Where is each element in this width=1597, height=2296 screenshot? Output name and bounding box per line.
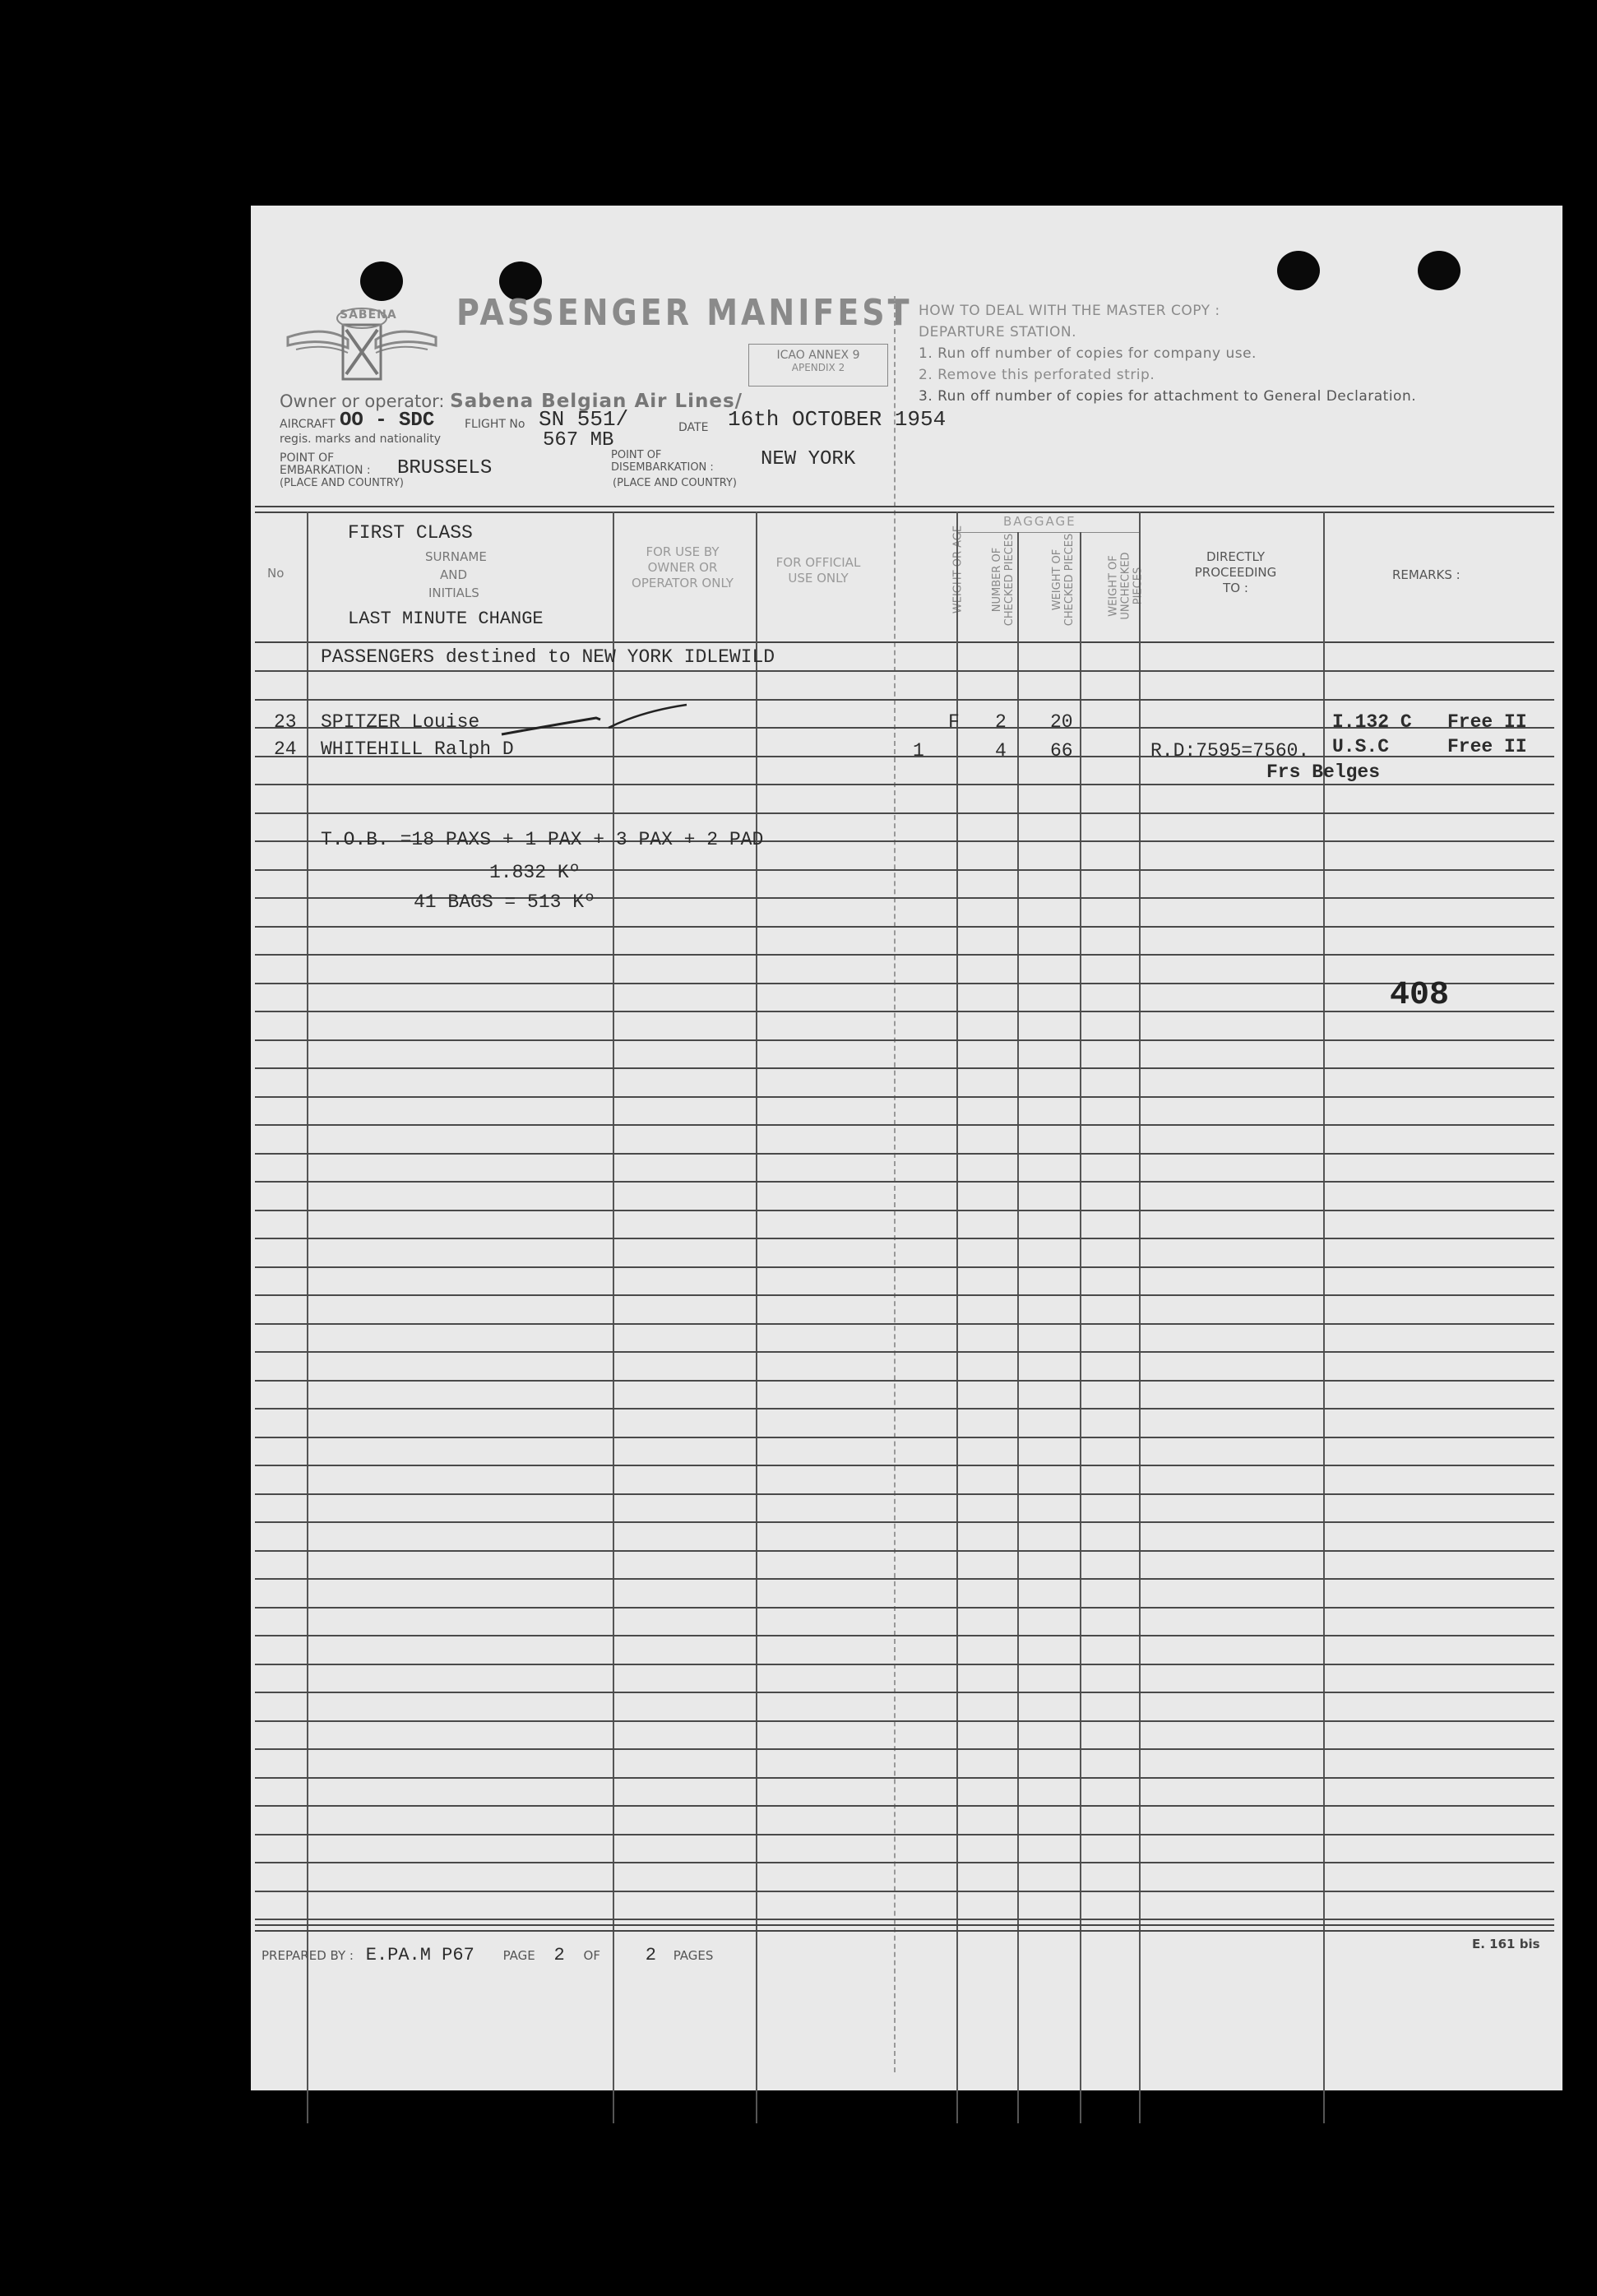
table-bottom-rule bbox=[255, 1924, 1554, 1926]
owner-value: Sabena Belgian Air Lines/ bbox=[450, 391, 743, 412]
col-weight-age: WEIGHT OR AGE bbox=[951, 525, 965, 614]
ruled-line bbox=[255, 926, 1554, 928]
date-value: 16th OCTOBER 1954 bbox=[728, 407, 947, 432]
col-bag-checked-weight: WEIGHT OF CHECKED PIECES bbox=[1051, 533, 1076, 627]
ruled-line bbox=[255, 1578, 1554, 1580]
ruled-line bbox=[255, 1096, 1554, 1098]
ruled-line bbox=[255, 1919, 1554, 1920]
ruled-line bbox=[255, 983, 1554, 984]
punch-hole bbox=[1418, 251, 1460, 290]
ruled-line bbox=[255, 1294, 1554, 1296]
logo-text: SABENA bbox=[340, 308, 397, 322]
ruled-line bbox=[255, 1039, 1554, 1041]
ruled-line bbox=[255, 1181, 1554, 1183]
icao-box bbox=[748, 344, 888, 387]
ruled-line bbox=[255, 1493, 1554, 1495]
ruled-line bbox=[255, 1266, 1554, 1268]
col-divider bbox=[1139, 512, 1141, 2123]
aircraft-label: AIRCRAFT bbox=[280, 418, 336, 431]
ruled-line bbox=[255, 1748, 1554, 1750]
ruled-line bbox=[255, 1692, 1554, 1693]
checked-pieces: 2 bbox=[995, 711, 1007, 733]
owner-label: Owner or operator: bbox=[280, 391, 445, 411]
ruled-line bbox=[255, 670, 1554, 672]
frs-belges-note: Frs Belges bbox=[1266, 761, 1381, 783]
footer bbox=[262, 1945, 713, 1965]
manifest-sheet bbox=[251, 206, 1562, 2090]
ruled-line bbox=[255, 1465, 1554, 1466]
ruled-line bbox=[255, 1210, 1554, 1211]
disembark-sub: (PLACE AND COUNTRY) bbox=[613, 477, 738, 489]
ruled-line bbox=[255, 1521, 1554, 1523]
passenger-name: SPITZER Louise bbox=[321, 711, 480, 733]
of-label: OF bbox=[583, 1948, 600, 1963]
bags-total: 41 BAGS = 513 Kº bbox=[414, 891, 595, 913]
page-value: 2 bbox=[553, 1945, 565, 1965]
checked-weight: 20 bbox=[1050, 711, 1073, 733]
table-top-rule bbox=[255, 506, 1554, 507]
ruled-line bbox=[255, 1067, 1554, 1069]
proceeding-note: R.D:7595=7560. bbox=[1150, 740, 1310, 761]
col-last-minute: LAST MINUTE CHANGE bbox=[348, 609, 544, 629]
ruled-line bbox=[255, 1720, 1554, 1722]
ruled-line bbox=[255, 1351, 1554, 1353]
instruction-line-1: HOW TO DEAL WITH THE MASTER COPY : bbox=[919, 303, 1220, 319]
icao-line-2: APENDIX 2 bbox=[791, 362, 845, 373]
form-code: E. 161 bis bbox=[1472, 1937, 1540, 1951]
ruled-line bbox=[255, 812, 1554, 814]
ruled-line bbox=[255, 954, 1554, 956]
page-number-stamp: 408 bbox=[1390, 977, 1450, 1014]
col-divider bbox=[307, 512, 308, 2123]
flight-extra: 567 MB bbox=[543, 429, 614, 451]
page-label: PAGE bbox=[502, 1948, 535, 1963]
col-divider bbox=[1017, 532, 1019, 2123]
ruled-line bbox=[255, 1664, 1554, 1665]
ruled-line bbox=[255, 1124, 1554, 1126]
punch-hole bbox=[360, 262, 403, 301]
ruled-line bbox=[255, 1380, 1554, 1382]
ruled-line bbox=[255, 1550, 1554, 1552]
table-bottom-rule bbox=[255, 1930, 1554, 1932]
col-initials: INITIALS bbox=[428, 586, 479, 600]
col-remarks: REMARKS : bbox=[1392, 567, 1460, 582]
remark-code: U.S.C bbox=[1332, 736, 1390, 757]
ruled-line bbox=[255, 869, 1554, 871]
flight-value: SN 551/ bbox=[539, 407, 629, 432]
ruled-line bbox=[255, 1635, 1554, 1636]
passenger-name: WHITEHILL Ralph D bbox=[321, 738, 514, 760]
embark-label: POINT OF EMBARKATION : bbox=[280, 451, 371, 477]
punch-hole bbox=[1277, 251, 1320, 290]
regis-label: regis. marks and nationality bbox=[280, 433, 442, 446]
col-bag-unchecked-weight: WEIGHT OF UNCHECKED PIECES bbox=[1107, 552, 1145, 620]
col-divider bbox=[1323, 512, 1325, 2123]
remark-code: I.132 C bbox=[1332, 711, 1412, 733]
header-bottom-rule bbox=[255, 641, 1554, 643]
ruled-line bbox=[255, 1437, 1554, 1438]
instruction-line-5: 3. Run off number of copies for attachment to General Declaration. bbox=[919, 388, 1417, 405]
row-number: 24 bbox=[274, 738, 297, 760]
aircraft-value: OO - SDC bbox=[340, 410, 435, 432]
pages-value: 2 bbox=[645, 1945, 656, 1965]
remark-free: Free II bbox=[1447, 736, 1527, 757]
weight-age: 1 bbox=[913, 740, 924, 761]
instruction-line-2: DEPARTURE STATION. bbox=[919, 324, 1077, 340]
col-bag-checked-number: NUMBER OF CHECKED PIECES bbox=[991, 533, 1016, 627]
col-divider bbox=[613, 512, 614, 2123]
kg-total: 1.832 Kº bbox=[489, 862, 581, 883]
col-first-class: FIRST CLASS bbox=[348, 522, 473, 544]
prepared-value: E.PA.M P67 bbox=[365, 1945, 474, 1965]
flight-label: FLIGHT No bbox=[465, 418, 525, 431]
remark-free: Free II bbox=[1447, 711, 1527, 733]
destined-line: PASSENGERS destined to NEW YORK IDLEWILD bbox=[321, 646, 775, 668]
col-divider bbox=[756, 512, 757, 2123]
col-proceeding: DIRECTLY PROCEEDING TO : bbox=[1194, 549, 1277, 595]
tob-summary: T.O.B. =18 PAXS + 1 PAX + 3 PAX + 2 PAD bbox=[321, 829, 764, 850]
col-owner-use: FOR USE BY OWNER OR OPERATOR ONLY bbox=[632, 544, 734, 590]
col-divider bbox=[956, 512, 958, 2123]
icao-line-1: ICAO ANNEX 9 bbox=[776, 349, 860, 362]
page-title: PASSENGER MANIFEST bbox=[456, 291, 913, 334]
weight-age: F bbox=[948, 711, 960, 733]
pen-stroke bbox=[498, 695, 695, 744]
disembark-label: POINT OF DISEMBARKATION : bbox=[611, 449, 714, 474]
ruled-line bbox=[255, 1408, 1554, 1410]
ruled-line bbox=[255, 1891, 1554, 1892]
checked-weight: 66 bbox=[1050, 740, 1073, 761]
pages-label: PAGES bbox=[673, 1948, 714, 1963]
row-number: 23 bbox=[274, 711, 297, 733]
table-top-rule bbox=[255, 512, 1554, 513]
baggage-sub-rule bbox=[958, 532, 1139, 533]
instruction-line-3: 1. Run off number of copies for company use. bbox=[919, 345, 1257, 362]
ruled-line bbox=[255, 1153, 1554, 1155]
checked-pieces: 4 bbox=[995, 740, 1007, 761]
col-divider bbox=[1080, 532, 1081, 2123]
col-baggage: BAGGAGE bbox=[1003, 514, 1076, 529]
ruled-line bbox=[255, 1805, 1554, 1807]
disembark-value: NEW YORK bbox=[761, 448, 856, 470]
ruled-line bbox=[255, 1607, 1554, 1609]
ruled-line bbox=[255, 1238, 1554, 1239]
ruled-line bbox=[255, 699, 1554, 701]
instruction-line-4: 2. Remove this perforated strip. bbox=[919, 367, 1155, 383]
ruled-line bbox=[255, 1862, 1554, 1863]
ruled-line bbox=[255, 1323, 1554, 1325]
date-label: DATE bbox=[678, 421, 709, 434]
embark-value: BRUSSELS bbox=[397, 457, 493, 479]
ruled-line bbox=[255, 1011, 1554, 1012]
ruled-line bbox=[255, 784, 1554, 785]
embark-sub: (PLACE AND COUNTRY) bbox=[280, 477, 405, 489]
col-no: No bbox=[267, 566, 285, 581]
ruled-line bbox=[255, 1834, 1554, 1835]
prepared-label: PREPARED BY : bbox=[262, 1948, 354, 1963]
col-and: AND bbox=[440, 567, 468, 582]
col-official-use: FOR OFFICIAL USE ONLY bbox=[775, 555, 861, 586]
ruled-line bbox=[255, 1777, 1554, 1779]
col-surname: SURNAME bbox=[425, 549, 487, 564]
